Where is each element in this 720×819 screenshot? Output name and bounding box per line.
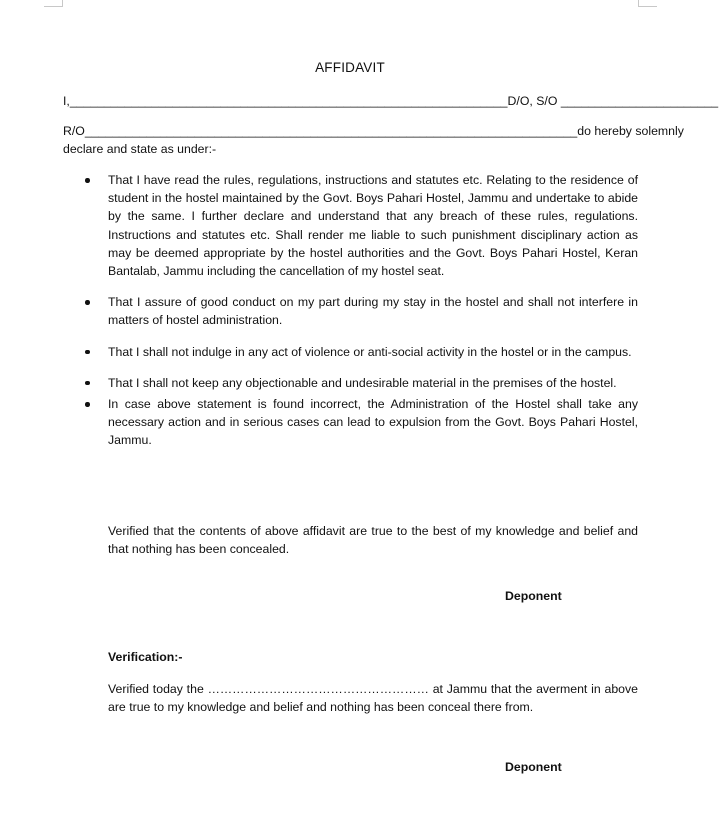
- bullet-dot-icon: [85, 350, 90, 355]
- bullet-dot-icon: [85, 178, 90, 183]
- residence-line-continuation: declare and state as under:-: [63, 142, 217, 156]
- declaration-text: That I have read the rules, regulations, instructions and statutes etc. Relating to the residence of student in the hostel maintained by the Govt. Boys Pahari Hostel, Jammu and undertake to abide by the same. I further declare and understand that any breach of these rules, regulations. Instructions and statutes etc. Shall render me liable to such punishment disciplinary action as may be deemed appropriate by the hostel authorities and the Govt. Boys Pahari Hostel, Keran Bantalab, Jammu including the cancellation of my hostel seat.: [108, 173, 638, 279]
- verification-text: Verified today the ……………………………………………… at Jammu that the averment in above are true to my knowledge and belief and nothing has been conceal there from.: [108, 682, 638, 715]
- bullet-dot-icon: [85, 300, 90, 305]
- declaration-item: [82, 374, 638, 392]
- document-title: AFFIDAVIT: [315, 60, 385, 75]
- name-relation-line: I,________________________________________________________________D/O, S/O _______________________: [63, 94, 719, 108]
- declaration-item: [82, 171, 638, 280]
- declaration-list: [82, 171, 638, 450]
- declaration-text: In case above statement is found incorrect, the Administration of the Hostel shall take any necessary action and in serious cases can lead to expulsion from the Govt. Boys Pahari Hostel, Jammu.: [108, 397, 638, 448]
- deponent-label: Deponent: [505, 589, 562, 603]
- residence-line: R/O________________________________________________________________________do hereby solemnly: [63, 124, 684, 138]
- page-corner-mark-top-left: [44, 0, 63, 7]
- declaration-text: That I shall not keep any objectionable and undesirable material in the premises of the hostel.: [108, 375, 617, 390]
- declaration-text: That I assure of good conduct on my part during my stay in the hostel and shall not interfere in matters of hostel administration.: [108, 295, 638, 328]
- declaration-text: That I shall not indulge in any act of violence or anti-social activity in the hostel or in the campus.: [108, 344, 632, 359]
- deponent-label: Deponent: [505, 760, 562, 774]
- bullet-dot-icon: [85, 402, 90, 407]
- declaration-item: [82, 395, 638, 450]
- verified-statement: Verified that the contents of above affidavit are true to the best of my knowledge and belief and that nothing has been concealed.: [108, 524, 638, 557]
- declaration-item: [82, 343, 638, 361]
- bullet-dot-icon: [85, 381, 90, 386]
- verification-heading: Verification:-: [108, 650, 183, 664]
- declaration-item: [82, 293, 638, 329]
- page-corner-mark-top-right: [638, 0, 657, 7]
